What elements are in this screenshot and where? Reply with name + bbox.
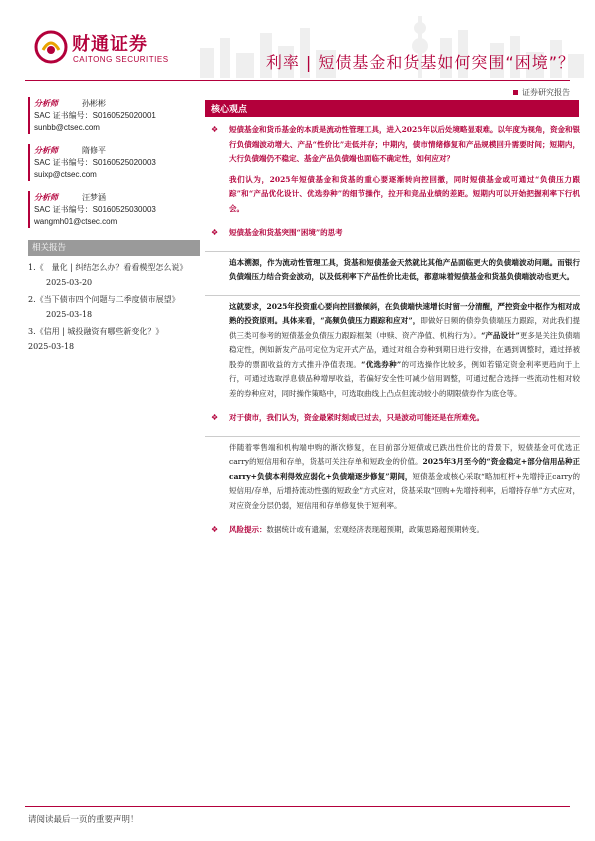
related-report-title[interactable]: 2.《当下债市四个问题与二季度债市展望》	[28, 295, 180, 304]
analyst-email[interactable]: sunbb@ctsec.com	[34, 123, 100, 132]
related-report-title[interactable]: 3.《信用 | 城投融资有哪些新变化？》	[28, 327, 164, 336]
analyst-role: 分析师	[34, 98, 58, 108]
sidebar	[28, 97, 200, 356]
core-point-text: 对于债市，我们认为，资金最紧时刻或已过去，只是波动可能还是在所难免。	[229, 413, 484, 422]
body-bold-text: “优选券种”	[361, 359, 402, 369]
square-bullet-icon	[513, 90, 518, 95]
related-reports-list	[28, 260, 200, 354]
diamond-bullet-icon: ❖	[211, 125, 219, 134]
analyst-name: 隋修平	[82, 146, 106, 155]
core-point	[205, 411, 580, 426]
analyst-cert: SAC 证书编号：S0160525020001	[34, 111, 156, 120]
risk-text: 数据统计或有遗漏，宏观经济表现超预期，政策思路超预期转变。	[266, 525, 484, 534]
body-text: 更多是关注负债端稳定性，例如新发产品可定位为定开式产品，通过对组合券种到期日进行安排，在遇到调整时，通过择被股券的票面收益的方式推升净值表现。	[229, 330, 581, 369]
main-content	[205, 100, 580, 538]
body-bold-text: 这就要求，2025年投资重心要向控回撤倾斜，在负债端快速增长时留一分清醒，严控资金中枢作为相对成熟的投资原则。具体来看，“高频负债压力跟踪和应对”，	[229, 301, 580, 325]
body-bold-text: “产品设计”	[481, 330, 520, 340]
related-report-title[interactable]: 1.《 量化 | 纠结怎么办？看看模型怎么说》	[28, 263, 188, 272]
core-paragraph-text: 我们认为，2025年短债基金和货基的重心要逐渐转向控回撤，同时短债基金或可通过“负债压力跟踪”和“产品优化设计、优选券种”的细节操作，拉开和竞品业绩的差距。短期内可以开始把握利率下行机会。	[229, 174, 580, 213]
related-report-item[interactable]	[28, 324, 200, 354]
diamond-bullet-icon: ❖	[211, 525, 219, 534]
report-type-label: 证券研究报告	[522, 88, 570, 97]
body-paragraph	[205, 251, 580, 285]
report-type	[513, 87, 570, 98]
analyst-block	[28, 97, 200, 134]
related-report-date: 2025-03-20	[46, 278, 93, 287]
sub-section-heading	[205, 226, 580, 241]
body-text: 短债基金或核心采取“略加杠杆+先增持正carry的短信用/存单，后增持流动性强的短政金”方式应对，货基采取“回购+先增持利率，后增持存单”方式应对，对应资金分层仍弱，短信用和存单修复快于短利率。	[229, 471, 580, 510]
core-point-text: 短债基金和货币基金的本质是流动性管理工具，进入2025年以后处境略显艰难。以年度为视角，资金和银行负债端波动增大、产品“性价比”走低并存；中期内，债市情绪修复和产品规模回升需要时间；短期内，大行负债端仍不稳定、基金产品负债端也面临不确定性，如何应对？	[229, 125, 580, 163]
body-bold-text: 2025年3月至今的“资金稳定+部分信用品种正carry+负债本利得效应弱化+负债端逐步修复”期间，	[229, 457, 580, 481]
analyst-name: 汪梦涵	[82, 193, 106, 202]
analyst-email[interactable]: suixp@ctsec.com	[34, 170, 97, 179]
sub-section-title: 短债基金和货基突围“困境”的思考	[229, 228, 343, 237]
related-report-item[interactable]	[28, 292, 200, 322]
footer-divider	[25, 806, 570, 807]
core-point	[205, 123, 580, 167]
body-paragraph-text: 追本溯源，作为流动性管理工具，货基和短债基金天然就比其他产品面临更大的负债端波动问题。而银行负债端压力结合资金波动，以及低利率下产品性价比走低，都意味着短债基金和货基负债端波动也更大。	[229, 257, 580, 281]
body-paragraph	[205, 295, 580, 402]
core-paragraph	[205, 173, 580, 217]
related-report-date: 2025-03-18	[46, 310, 93, 319]
body-text: 的可选操作比较多，例如若锚定资金利率更趋向于上行，可通过选取浮息债品种增厚收益，若偏好安全性可减少信用调整，可通过配合选择一些流动性相对较差的券种应对，同时操作策略中，可选取曲线上凸点但流动较小的期限债券作为底仓等。	[229, 359, 581, 398]
footer-disclaimer: 请阅读最后一页的重要声明！	[28, 815, 139, 825]
analyst-block	[28, 191, 200, 228]
risk-label: 风险提示：	[229, 525, 267, 534]
related-report-date: 2025-03-18	[28, 342, 75, 351]
diamond-bullet-icon: ❖	[211, 413, 219, 422]
analyst-cert: SAC 证书编号：S0160525020003	[34, 158, 156, 167]
risk-warning	[205, 523, 580, 538]
body-paragraph	[205, 436, 580, 514]
report-title: 利率 | 短债基金和货基如何突围“困境”？	[265, 53, 575, 72]
analyst-cert: SAC 证书编号：S0160525030003	[34, 205, 156, 214]
analyst-role: 分析师	[34, 192, 58, 202]
header-divider	[25, 80, 570, 81]
analyst-block	[28, 144, 200, 181]
related-report-item[interactable]	[28, 260, 200, 290]
body-text: 伴随着零售端和机构端申购的渐次修复，在目前部分短债或已跌出性价比的背景下，短债基金可优选正carry的短信用和存单，货基可关注存单和短政金的价值。	[229, 442, 580, 466]
analyst-email[interactable]: wangmh01@ctsec.com	[34, 217, 118, 226]
core-views-heading: 核心观点	[205, 100, 579, 117]
diamond-bullet-icon: ❖	[211, 228, 219, 237]
analyst-role: 分析师	[34, 145, 58, 155]
brand-name-en: CAITONG SECURITIES	[73, 55, 169, 64]
brand-name-cn: 财通证券	[72, 34, 148, 55]
analyst-name: 孙彬彬	[82, 99, 106, 108]
page-header	[0, 0, 595, 80]
related-reports-heading: 相关报告	[28, 240, 200, 256]
body-text: 即做好日频的债券负债端压力跟踪，对此我们提供三类可参考的短债基金负债压力跟踪框架（申赎、资产净值、机构行为）。	[229, 316, 580, 340]
